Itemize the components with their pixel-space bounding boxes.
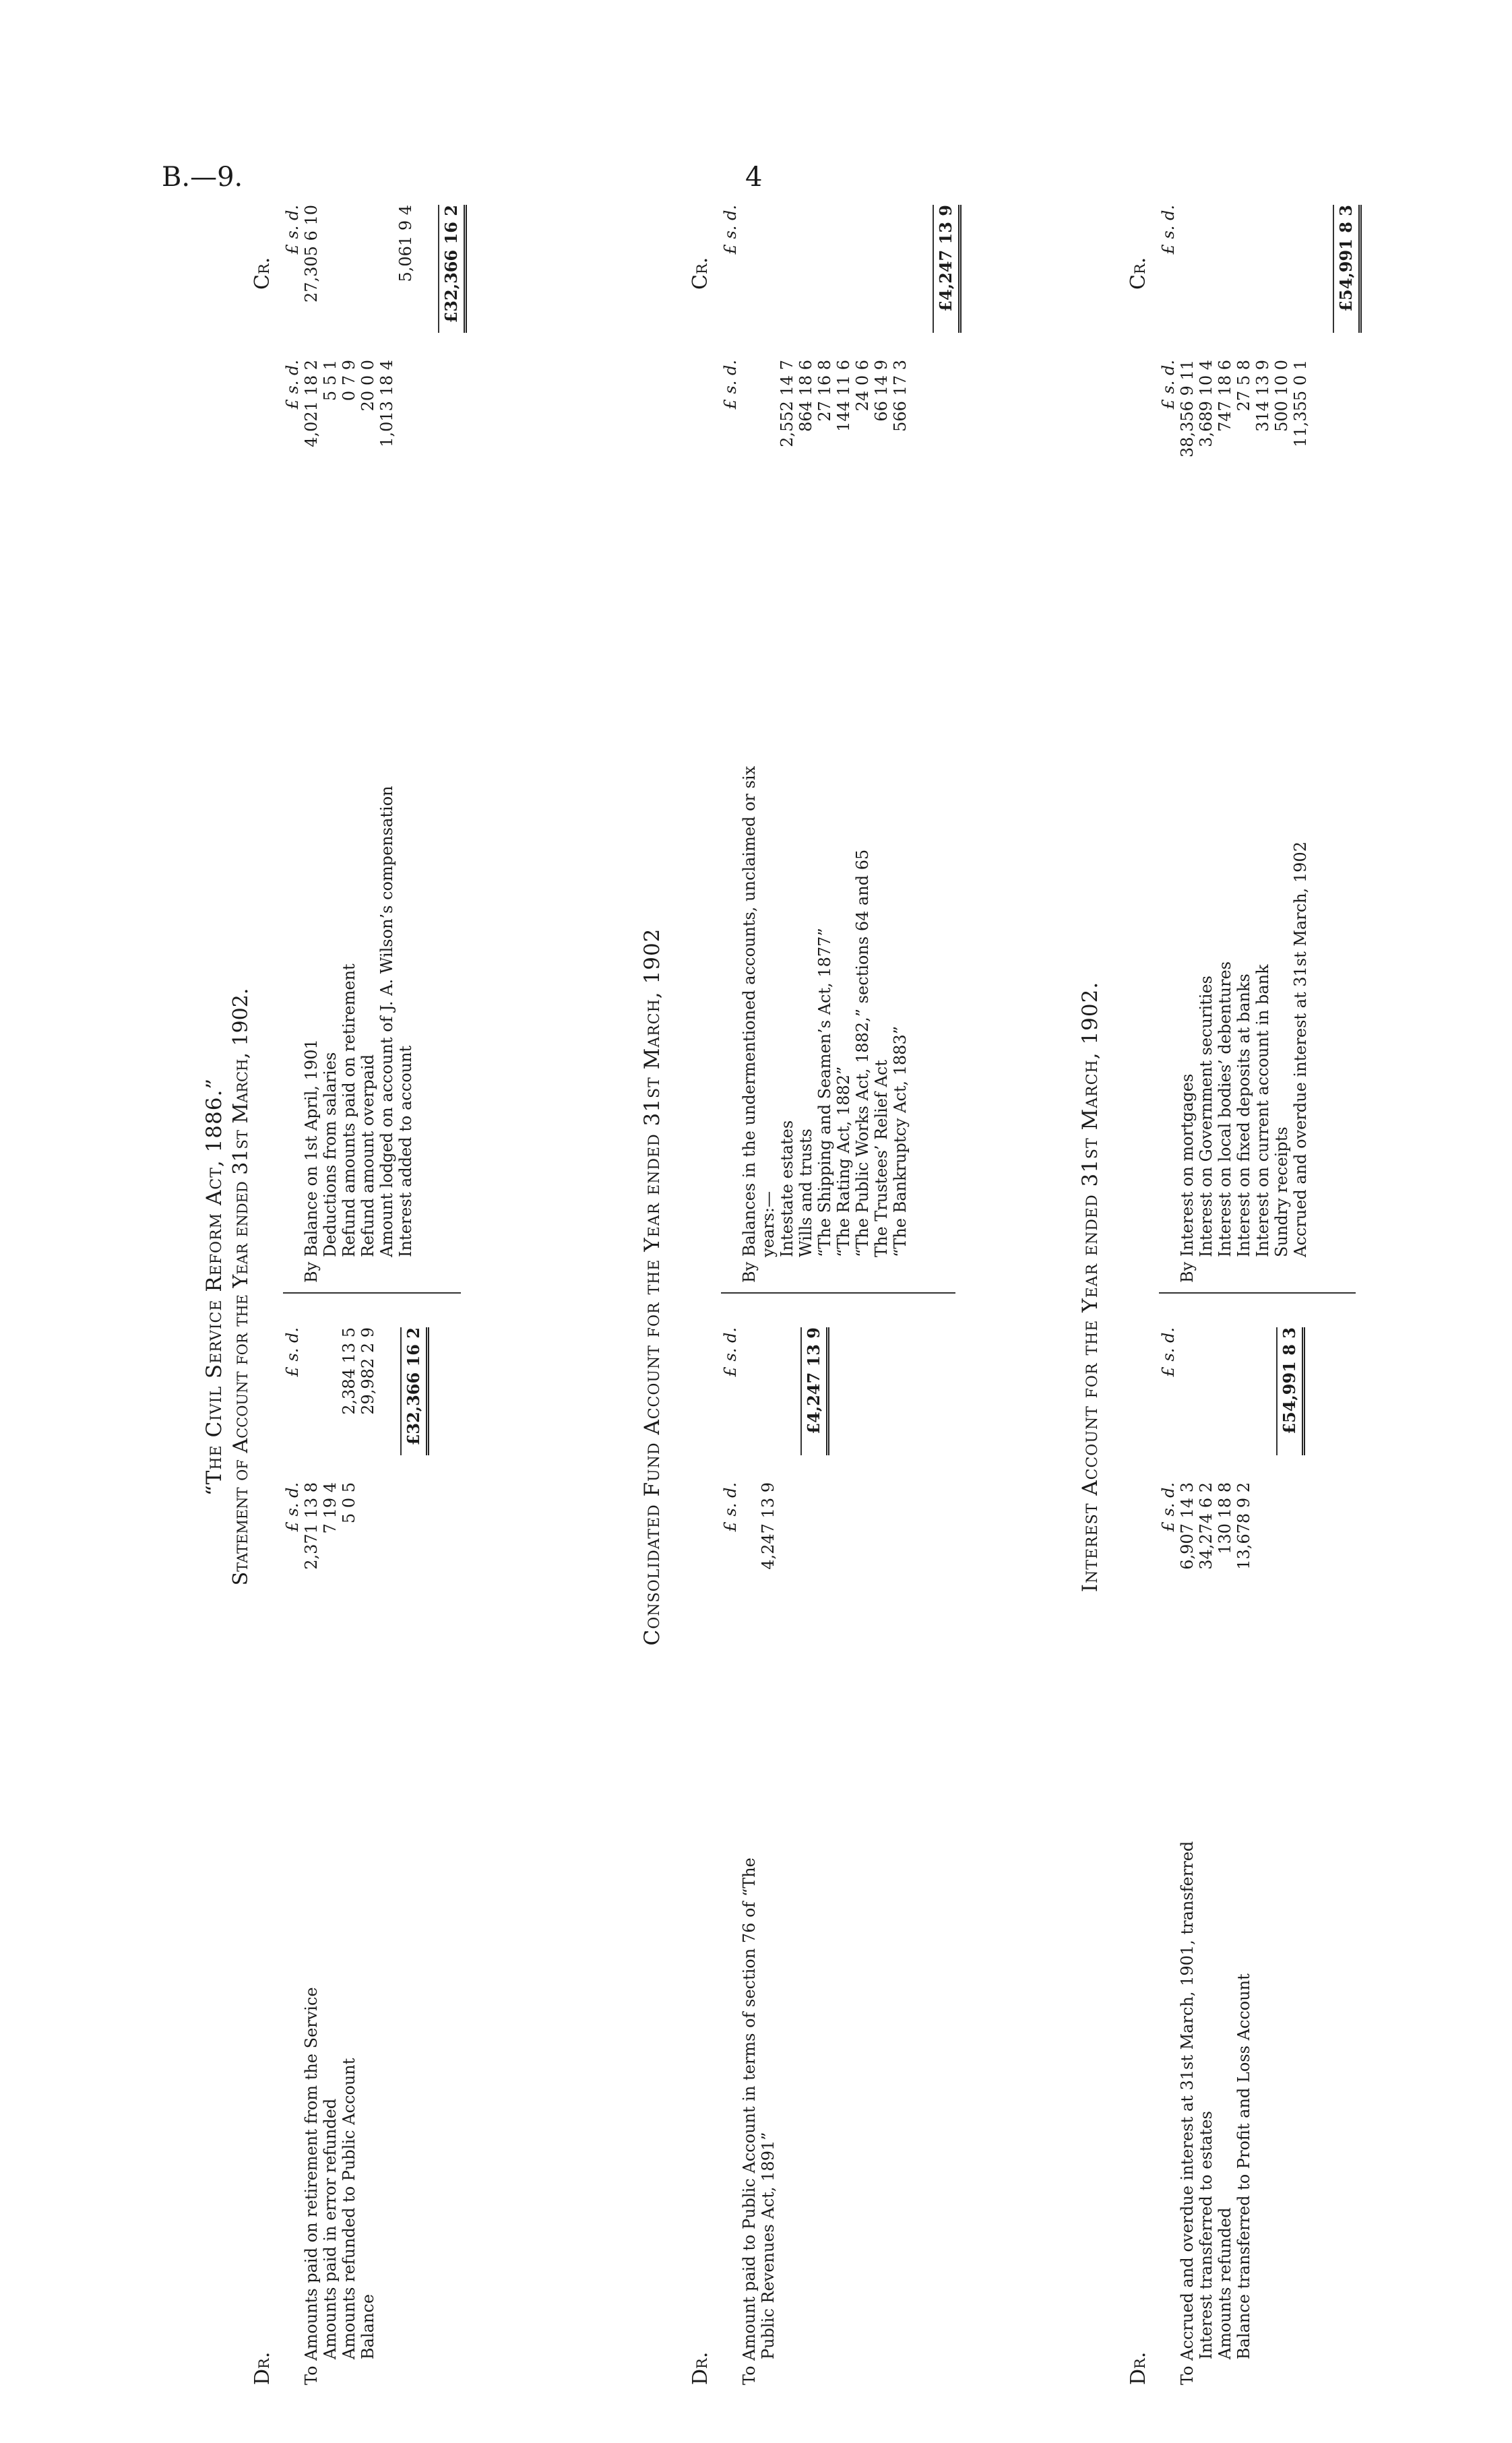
amount-detail: 130 18 8: [1216, 1482, 1234, 1554]
ledger-row: [759, 1314, 778, 2385]
ledger-row: [778, 191, 796, 1283]
column-headers: [283, 1314, 302, 2385]
row-label: Amounts refunded: [1216, 2207, 1234, 2359]
document-reference: B.—9.: [162, 162, 243, 193]
amount-detail: 11,355 0 1: [1291, 360, 1310, 447]
amount-detail: 38,356 9 11: [1178, 360, 1197, 458]
ledger-row: [1234, 1314, 1253, 2385]
double-rule: [426, 1327, 429, 1455]
row-label: years:—: [759, 1191, 778, 1257]
total-rule: [438, 205, 439, 333]
amount-detail: 2,371 13 8: [302, 1482, 321, 1570]
total-row: [404, 1314, 423, 2385]
debit-side: [721, 1314, 823, 2385]
amount-detail: 66 14 9: [872, 360, 891, 422]
section-title: Consolidated Fund Account for the Year ended 31st March, 1902: [640, 928, 664, 1646]
total-rule: [933, 205, 934, 333]
ledger-row: [1253, 191, 1272, 1283]
row-label: “The Bankruptcy Act, 1883”: [891, 1025, 910, 1257]
column-header: £ s. d.: [1159, 205, 1178, 255]
row-label: Balance: [358, 2293, 377, 2359]
ledger-row: [321, 191, 340, 1283]
column-headers: [1159, 1314, 1178, 2385]
ledger-row: [740, 191, 759, 1283]
amount-detail: 7 19 4: [321, 1482, 340, 1534]
double-rule: [1358, 205, 1362, 333]
total-row: [805, 1314, 823, 2385]
ledger-row: [377, 191, 396, 1283]
row-label: Accrued and overdue interest at 31st March, 1902: [1291, 842, 1310, 1257]
column-header: £ s. d.: [721, 205, 740, 255]
amount-detail: 6,907 14 3: [1178, 1482, 1197, 1570]
double-rule: [1302, 1327, 1305, 1455]
credit-side: [1159, 191, 1356, 1294]
ledger-row: [740, 1314, 759, 2385]
total-rule: [800, 1327, 802, 1455]
rotated-accounts-block: [202, 189, 1482, 2385]
column-header: £ s. d.: [283, 205, 302, 255]
account-section: [640, 189, 1058, 2385]
ledger-row: [302, 1314, 321, 2385]
section-subtitle: Statement of Account for the Year ended 31st March, 1902.: [229, 988, 253, 1586]
credit-side: [721, 191, 955, 1294]
amount-detail: 13,678 9 2: [1234, 1482, 1253, 1570]
amount-detail: 24 0 6: [853, 360, 872, 412]
amount-detail: 144 11 6: [834, 360, 853, 432]
row-label: To Accrued and overdue interest at 31st March, 1901, transferred: [1178, 1841, 1197, 2385]
ledger-row: [358, 191, 377, 1283]
row-label: To Amounts paid on retirement from the Service: [302, 1987, 321, 2385]
account-section: [1078, 189, 1496, 2385]
section-total: £54,991 8 3: [1336, 205, 1356, 312]
debit-label: Dr.: [1127, 2351, 1150, 2385]
row-label: Amounts refunded to Public Account: [340, 2058, 358, 2359]
double-rule: [958, 205, 962, 333]
total-rule: [1333, 205, 1334, 333]
row-label: Interest added to account: [396, 1045, 415, 1257]
ledger-row: [891, 191, 910, 1283]
ledger-row: [1291, 191, 1310, 1283]
row-label: “The Shipping and Seamen’s Act, 1877”: [815, 928, 834, 1257]
row-label: Interest on local bodies’ debentures: [1216, 961, 1234, 1257]
column-header: £ s. d.: [721, 360, 740, 410]
row-label: “The Rating Act, 1882”: [834, 1066, 853, 1257]
section-total: £4,247 13 9: [804, 1327, 823, 1434]
ledger-row: [358, 1314, 377, 2385]
column-header: £ s. d.: [1159, 1482, 1178, 1532]
amount-detail: 1,013 18 4: [377, 360, 396, 447]
ledger-row: [1216, 191, 1234, 1283]
amount-detail: 20 0 0: [358, 360, 377, 412]
amount-detail: 314 13 9: [1253, 360, 1272, 432]
row-label: Intestate estates: [778, 1120, 796, 1257]
amount-detail: 566 17 3: [891, 360, 910, 432]
column-header: £ s. d.: [283, 360, 302, 410]
section-total: £4,247 13 9: [936, 205, 955, 312]
row-label: Interest on fixed deposits at banks: [1234, 974, 1253, 1257]
ledger-row: [340, 1314, 358, 2385]
debit-side: [1159, 1314, 1299, 2385]
row-label: The Trustees’ Relief Act: [872, 1060, 891, 1257]
amount-detail: 34,274 6 2: [1197, 1482, 1216, 1570]
column-headers: [1159, 191, 1178, 1283]
ledger-row: [1197, 191, 1216, 1283]
row-label: Deductions from salaries: [321, 1052, 340, 1257]
row-label: Balance transferred to Profit and Loss Account: [1234, 1973, 1253, 2359]
row-label: Refund amounts paid on retirement: [340, 963, 358, 1257]
column-header: £ s. d.: [1159, 1327, 1178, 1377]
amount-detail: 2,552 14 7: [778, 360, 796, 447]
credit-label: Cr.: [1127, 257, 1150, 290]
section-title: Interest Account for the Year ended 31st March, 1902.: [1078, 981, 1102, 1593]
amount-detail: 5 0 5: [340, 1482, 358, 1524]
column-headers: [283, 191, 302, 1283]
total-row: [442, 191, 461, 1283]
amount-detail: 747 18 6: [1216, 360, 1234, 432]
column-header: £ s. d.: [283, 1327, 302, 1377]
debit-label: Dr.: [251, 2351, 274, 2385]
row-label: Refund amount overpaid: [358, 1054, 377, 1257]
ledger-row: [340, 191, 358, 1283]
amount-total: 5,061 9 4: [396, 205, 415, 282]
column-header: £ s. d.: [283, 1482, 302, 1532]
amount-total: 29,982 2 9: [358, 1327, 377, 1415]
row-label: Amounts paid in error refunded: [321, 2098, 340, 2359]
ledger-row: [853, 191, 872, 1283]
row-label: Interest on current account in bank: [1253, 964, 1272, 1257]
total-row: [937, 191, 955, 1283]
ledger-row: [796, 191, 815, 1283]
amount-detail: 864 18 6: [796, 360, 815, 432]
section-total: £54,991 8 3: [1280, 1327, 1299, 1434]
row-label: Public Revenues Act, 1891”: [759, 2132, 778, 2359]
ledger-row: [1178, 191, 1197, 1283]
amount-detail: 0 7 9: [340, 360, 358, 402]
amount-total: 27,305 6 10: [302, 205, 321, 303]
ledger-row: [396, 191, 415, 1283]
row-label: By Balances in the undermentioned accounts, unclaimed or six: [740, 765, 759, 1283]
amount-detail: 5 5 1: [321, 360, 340, 402]
ledger-row: [321, 1314, 340, 2385]
ledger-row: [1272, 191, 1291, 1283]
page-number: 4: [745, 162, 763, 193]
column-header: £ s. d.: [721, 1327, 740, 1377]
section-total: £32,366 16 2: [441, 205, 461, 323]
credit-label: Cr.: [689, 257, 712, 290]
credit-label: Cr.: [251, 257, 274, 290]
amount-detail: 4,247 13 9: [759, 1482, 778, 1570]
ledger-row: [1197, 1314, 1216, 2385]
row-label: Amount lodged on account of J. A. Wilson’s compensation: [377, 786, 396, 1257]
section-total: £32,366 16 2: [404, 1327, 423, 1446]
credit-side: [283, 191, 461, 1294]
row-label: Sundry receipts: [1272, 1127, 1291, 1257]
ledger-row: [1216, 1314, 1234, 2385]
total-row: [1280, 1314, 1299, 2385]
double-rule: [464, 205, 467, 333]
ledger-row: [815, 191, 834, 1283]
total-rule: [1276, 1327, 1278, 1455]
amount-detail: 27 16 8: [815, 360, 834, 422]
double-rule: [826, 1327, 829, 1455]
total-row: [1337, 191, 1356, 1283]
column-header: £ s. d.: [1159, 360, 1178, 410]
amount-detail: 500 10 0: [1272, 360, 1291, 432]
column-headers: [721, 191, 740, 1283]
section-title: “The Civil Service Reform Act, 1886.”: [202, 1077, 226, 1496]
ledger-row: [834, 191, 853, 1283]
total-rule: [400, 1327, 402, 1455]
amount-detail: 4,021 18 2: [302, 360, 321, 447]
ledger-row: [1234, 191, 1253, 1283]
ledger-row: [759, 191, 778, 1283]
row-label: Interest transferred to estates: [1197, 2111, 1216, 2359]
debit-side: [283, 1314, 423, 2385]
row-label: Wills and trusts: [796, 1129, 815, 1257]
row-label: “The Public Works Act, 1882,” sections 64 and 65: [853, 849, 872, 1257]
row-label: Interest on Government securities: [1197, 976, 1216, 1257]
row-label: By Balance on 1st April, 1901: [302, 1039, 321, 1283]
amount-total: 2,384 13 5: [340, 1327, 358, 1415]
debit-label: Dr.: [689, 2351, 712, 2385]
ledger-row: [1178, 1314, 1197, 2385]
account-section: [202, 189, 620, 2385]
ledger-row: [872, 191, 891, 1283]
row-label: To Amount paid to Public Account in terms of section 76 of “The: [740, 1858, 759, 2385]
amount-detail: 3,689 10 4: [1197, 360, 1216, 447]
column-headers: [721, 1314, 740, 2385]
column-header: £ s. d.: [721, 1482, 740, 1532]
ledger-row: [302, 191, 321, 1283]
amount-detail: 27 5 8: [1234, 360, 1253, 412]
row-label: By Interest on mortgages: [1178, 1073, 1197, 1283]
